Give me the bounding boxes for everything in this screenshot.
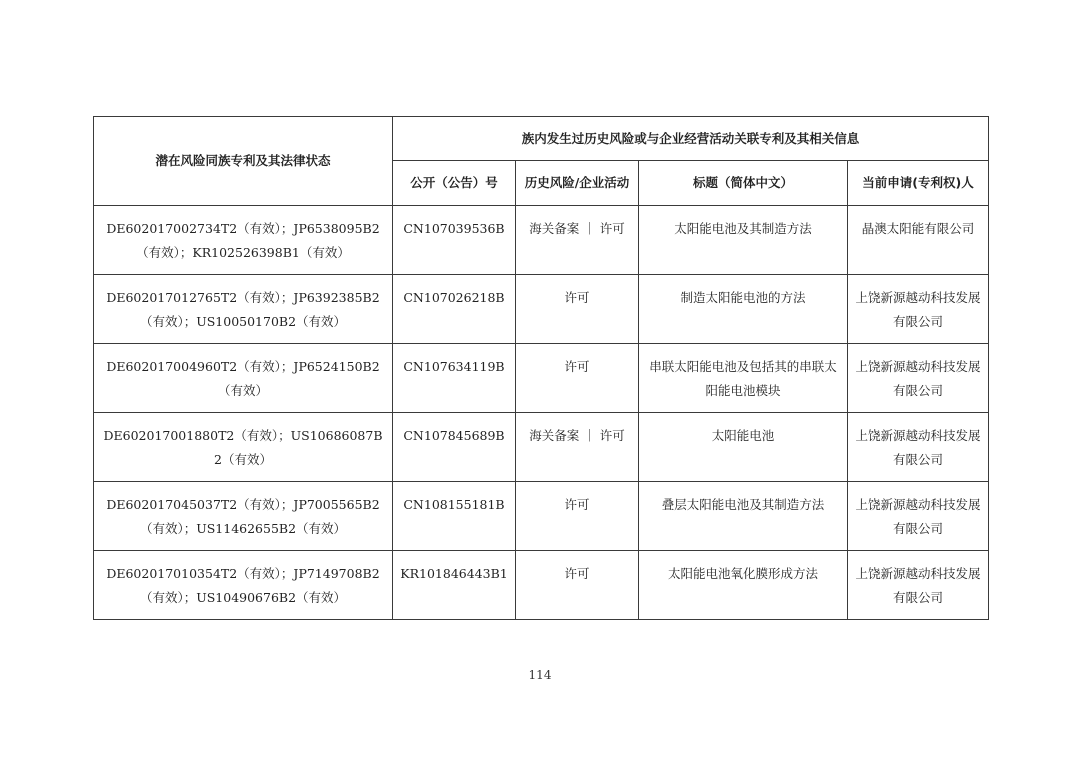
title-cell: 串联太阳能电池及包括其的串联太阳能电池模块 bbox=[639, 344, 848, 413]
publication-number-cell: CN107039536B bbox=[393, 206, 516, 275]
risk-activity-cell: 许可 bbox=[516, 551, 639, 620]
table-row bbox=[94, 413, 989, 482]
page-number: 114 bbox=[528, 668, 552, 682]
publication-number-cell: CN107634119B bbox=[393, 344, 516, 413]
table-row bbox=[94, 551, 989, 620]
family-status-cell: DE602017004960T2（有效）；JP6524150B2（有效） bbox=[94, 344, 393, 413]
table-row bbox=[94, 344, 989, 413]
family-status-cell: DE602017001880T2（有效）；US10686087B2（有效） bbox=[94, 413, 393, 482]
table-row bbox=[94, 275, 989, 344]
publication-number-cell: KR101846443B1 bbox=[393, 551, 516, 620]
header-related-patents-group: 族内发生过历史风险或与企业经营活动关联专利及其相关信息 bbox=[393, 117, 989, 161]
title-cell: 太阳能电池氧化膜形成方法 bbox=[639, 551, 848, 620]
family-status-cell: DE602017045037T2（有效）；JP7005565B2（有效）；US11462655B2（有效） bbox=[94, 482, 393, 551]
header-family-status: 潜在风险同族专利及其法律状态 bbox=[94, 117, 393, 206]
header-publication-number: 公开（公告）号 bbox=[393, 161, 516, 206]
header-title: 标题（简体中文） bbox=[639, 161, 848, 206]
title-cell: 制造太阳能电池的方法 bbox=[639, 275, 848, 344]
risk-activity-cell: 许可 bbox=[516, 344, 639, 413]
patent-family-table bbox=[93, 116, 989, 620]
family-status-cell: DE602017010354T2（有效）；JP7149708B2（有效）；US10490676B2（有效） bbox=[94, 551, 393, 620]
family-status-cell: DE602017002734T2（有效）；JP6538095B2（有效）；KR102526398B1（有效） bbox=[94, 206, 393, 275]
header-risk-activity: 历史风险/企业活动 bbox=[516, 161, 639, 206]
title-cell: 太阳能电池 bbox=[639, 413, 848, 482]
risk-activity-cell: 海关备案 ｜ 许可 bbox=[516, 413, 639, 482]
risk-activity-cell: 海关备案 ｜ 许可 bbox=[516, 206, 639, 275]
applicant-cell: 晶澳太阳能有限公司 bbox=[848, 206, 989, 275]
table-row bbox=[94, 206, 989, 275]
risk-activity-cell: 许可 bbox=[516, 482, 639, 551]
title-cell: 太阳能电池及其制造方法 bbox=[639, 206, 848, 275]
applicant-cell: 上饶新源越动科技发展有限公司 bbox=[848, 275, 989, 344]
publication-number-cell: CN107026218B bbox=[393, 275, 516, 344]
risk-activity-cell: 许可 bbox=[516, 275, 639, 344]
applicant-cell: 上饶新源越动科技发展有限公司 bbox=[848, 344, 989, 413]
applicant-cell: 上饶新源越动科技发展有限公司 bbox=[848, 413, 989, 482]
family-status-cell: DE602017012765T2（有效）；JP6392385B2（有效）；US10050170B2（有效） bbox=[94, 275, 393, 344]
table-header-row-1 bbox=[94, 117, 989, 161]
publication-number-cell: CN108155181B bbox=[393, 482, 516, 551]
header-applicant: 当前申请(专利权)人 bbox=[848, 161, 989, 206]
table-row bbox=[94, 482, 989, 551]
applicant-cell: 上饶新源越动科技发展有限公司 bbox=[848, 551, 989, 620]
title-cell: 叠层太阳能电池及其制造方法 bbox=[639, 482, 848, 551]
applicant-cell: 上饶新源越动科技发展有限公司 bbox=[848, 482, 989, 551]
publication-number-cell: CN107845689B bbox=[393, 413, 516, 482]
